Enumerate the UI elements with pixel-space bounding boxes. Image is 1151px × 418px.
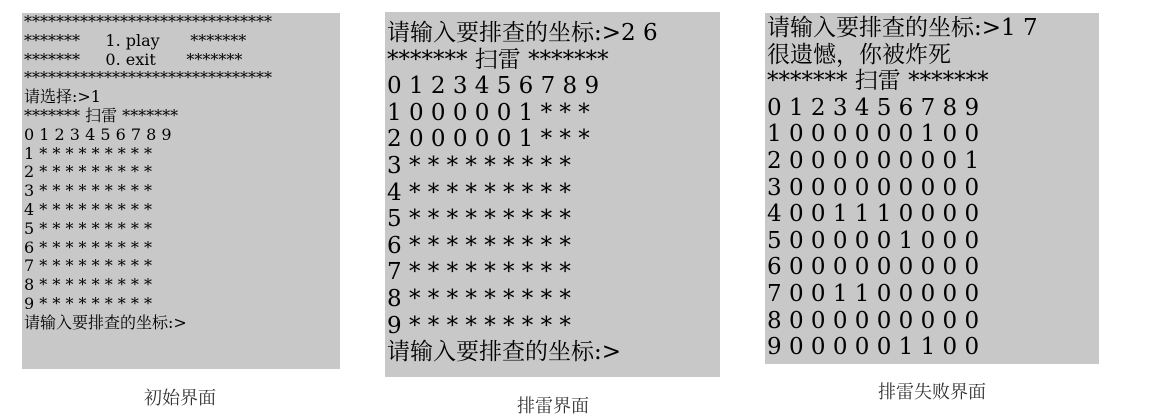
console-line: 1 0 0 0 0 0 0 1 0 0 [767,121,980,148]
console-line: 请输入要排查的坐标:> [24,312,187,332]
console-line: ******* 扫雷 ******* [24,105,179,125]
console-line: ******* 扫雷 ******* [387,46,609,73]
console-line: 0 1 2 3 4 5 6 7 8 9 [767,94,980,121]
console-line: 2 0 0 0 0 0 1 * * * [387,126,590,153]
caption-fail: 排雷失败界面 [878,382,986,403]
caption-initial: 初始界面 [144,388,216,409]
console-line: 0 1 2 3 4 5 6 7 8 9 [387,73,600,100]
console-line: 8 * * * * * * * * * [24,275,152,295]
console-initial-screen [22,13,340,369]
console-line: 0 1 2 3 4 5 6 7 8 9 [24,124,172,144]
console-line: 4 0 0 1 1 1 0 0 0 0 [767,201,980,228]
console-line: 1 * * * * * * * * * [24,143,152,163]
console-fail-screen [765,13,1099,364]
console-sweep-screen [385,12,720,377]
console-line: 9 0 0 0 0 0 1 1 0 0 [767,334,980,361]
console-line: 9 * * * * * * * * * [387,312,571,339]
console-line: 5 * * * * * * * * * [24,218,152,238]
console-line: 8 0 0 0 0 0 0 0 0 0 [767,307,980,334]
console-line: 9 * * * * * * * * * [24,293,152,313]
console-line: ******************************* [24,13,272,31]
console-line: 4 * * * * * * * * * [387,179,571,206]
console-line: 3 0 0 0 0 0 0 0 0 0 [767,174,980,201]
console-line: ******* 1. play ******* [24,30,247,50]
console-line: 7 0 0 1 1 0 0 0 0 0 [767,280,980,307]
console-line: 请选择:>1 [24,87,101,107]
console-line: 6 * * * * * * * * * [24,237,152,257]
console-line: 很遗憾，你被炸死 [767,41,951,68]
console-line: 请输入要排查的坐标:>1 7 [767,15,1038,41]
console-line: ******************************* [24,68,272,88]
console-line: 3 * * * * * * * * * [387,152,571,179]
console-line: 3 * * * * * * * * * [24,181,152,201]
console-line: 请输入要排查的坐标:>2 6 [387,20,658,46]
console-line: 7 * * * * * * * * * [387,259,571,286]
console-line: ******* 0. exit ******* [24,49,243,69]
console-line: 6 0 0 0 0 0 0 0 0 0 [767,254,980,281]
console-line: ******* 扫雷 ******* [767,68,989,95]
console-line: 6 * * * * * * * * * [387,232,571,259]
console-line: 2 * * * * * * * * * [24,162,152,182]
console-line: 2 0 0 0 0 0 0 0 0 1 [767,147,980,174]
console-line: 8 * * * * * * * * * [387,285,571,312]
console-line: 5 * * * * * * * * * [387,206,571,233]
console-line: 请输入要排查的坐标:> [387,339,622,366]
caption-sweep: 排雷界面 [517,396,589,417]
console-line: 5 0 0 0 0 0 1 0 0 0 [767,227,980,254]
console-line: 7 * * * * * * * * * [24,256,152,276]
console-line: 4 * * * * * * * * * [24,199,152,219]
console-line: 1 0 0 0 0 0 1 * * * [387,99,590,126]
